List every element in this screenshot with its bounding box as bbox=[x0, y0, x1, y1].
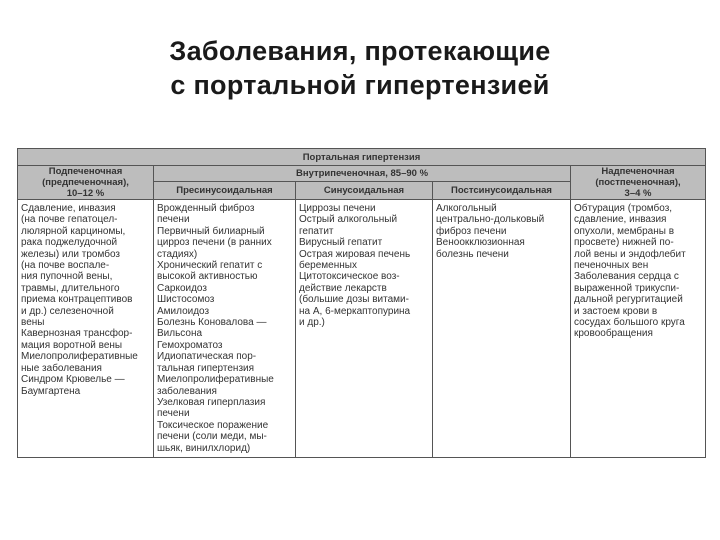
cell-line: стадиях) bbox=[157, 248, 198, 260]
cell-line: Цитотоксическое воз- bbox=[299, 271, 400, 283]
cell-line: Токсическое поражение bbox=[157, 419, 269, 431]
table-header-main: Портальная гипертензия bbox=[18, 149, 706, 166]
page-title-line-2: с портальной гипертензией bbox=[170, 70, 550, 100]
cell-line: беременных bbox=[299, 260, 357, 272]
cell-line: печени bbox=[157, 408, 190, 420]
header-prehepatic-line: 10–12 % bbox=[66, 188, 105, 199]
subheader-sinusoidal: Синусоидальная bbox=[296, 181, 433, 199]
cell-line: гепатит bbox=[299, 225, 334, 237]
cell-line: железы) или тромбоз bbox=[21, 248, 120, 260]
subheader-postsinusoidal: Постсинусоидальная bbox=[433, 181, 571, 199]
cell-line: высокой активностью bbox=[157, 271, 258, 283]
cell-line: люлярной карциномы, bbox=[21, 225, 126, 237]
cell-line: Острый алкогольный bbox=[299, 214, 398, 226]
cell-line: Гемохроматоз bbox=[157, 339, 223, 351]
cell-line: заболевания bbox=[157, 385, 217, 397]
cell-line: Миелопролиферативные bbox=[21, 351, 138, 363]
cell-line: и застоем крови в bbox=[574, 305, 658, 317]
cell-line: Вирусный гепатит bbox=[299, 237, 383, 249]
subheader-presinusoidal: Пресинусоидальная bbox=[154, 181, 296, 199]
cell-line: Обтурация (тромбоз, bbox=[574, 203, 673, 214]
cell-line: Острая жировая печень bbox=[299, 248, 411, 260]
cell-line: действие лекарств bbox=[299, 282, 387, 294]
cell-line: фиброз печени bbox=[436, 225, 507, 237]
cell-line: Вильсона bbox=[157, 328, 203, 340]
cell-line: Кавернозная трансфор- bbox=[21, 328, 133, 340]
cell-line: Миелопролиферативные bbox=[157, 374, 274, 386]
cell-line: травмы, длительного bbox=[21, 282, 120, 294]
cell-line: Хронический гепатит с bbox=[157, 260, 263, 272]
cell-line: цирроз печени (в ранних bbox=[157, 237, 272, 249]
cell-line: сдавление, инвазия bbox=[574, 214, 667, 226]
header-prehepatic-line: (предпеченочная), bbox=[42, 177, 129, 188]
cell-line: шьяк, винилхлорид) bbox=[157, 442, 251, 454]
page-title-line-1: Заболевания, протекающие bbox=[169, 36, 551, 66]
page-title bbox=[0, 34, 720, 102]
cell-line: Узелковая гиперплазия bbox=[157, 396, 266, 408]
header-posthepatic-line: (постпеченочная), bbox=[595, 177, 681, 188]
cell-line: Шистосомоз bbox=[157, 294, 215, 306]
cell-line: сосудах большого круга bbox=[574, 317, 685, 329]
header-posthepatic-line: Надпеченочная bbox=[601, 166, 675, 177]
cell-line: печени (соли меди, мы- bbox=[157, 431, 267, 443]
cell-line: опухоли, мембраны в bbox=[574, 225, 675, 237]
cell-line: тальная гипертензия bbox=[157, 362, 255, 374]
cell-line: Саркоидоз bbox=[157, 282, 207, 294]
cell-line: болезнь печени bbox=[436, 248, 509, 260]
cell-line: (большие дозы витами- bbox=[299, 294, 409, 306]
cell-line: Баумгартена bbox=[21, 385, 81, 397]
cell-line: Амилоидоз bbox=[157, 305, 210, 317]
cell-line: и др.) селезеночной bbox=[21, 305, 114, 317]
cell-line: ния пупочной вены, bbox=[21, 271, 113, 283]
header-prehepatic-line: Подпеченочная bbox=[48, 166, 123, 177]
cell-line: Заболевания сердца с bbox=[574, 271, 679, 283]
cell-line: и др.) bbox=[299, 317, 325, 329]
cell-line: рака поджелудочной bbox=[21, 237, 118, 249]
cell-posthepatic bbox=[571, 200, 706, 458]
cell-line: (на почве воспале- bbox=[21, 260, 110, 272]
cell-line: на А, 6-меркаптопурина bbox=[299, 305, 411, 317]
cell-line: Синдром Крювелье — bbox=[21, 374, 125, 386]
cell-line: печени bbox=[157, 214, 190, 226]
cell-line: вены bbox=[21, 317, 45, 329]
cell-presinusoidal bbox=[154, 200, 296, 458]
header-intrahepatic: Внутрипеченочная, 85–90 % bbox=[154, 166, 571, 182]
portal-hypertension-table bbox=[17, 148, 706, 458]
cell-line: ные заболевания bbox=[21, 362, 102, 374]
cell-line: (на почве гепатоцел- bbox=[21, 214, 118, 226]
cell-line: центрально-дольковый bbox=[436, 214, 545, 226]
cell-line: приема контрацептивов bbox=[21, 294, 133, 306]
cell-line: Первичный билиарный bbox=[157, 225, 265, 237]
cell-line: дальной регургитацией bbox=[574, 294, 683, 306]
cell-line: Циррозы печени bbox=[299, 203, 376, 214]
cell-line: печеночных вен bbox=[574, 260, 649, 272]
cell-prehepatic bbox=[18, 200, 154, 458]
cell-line: мация воротной вены bbox=[21, 339, 123, 351]
cell-line: Алкогольный bbox=[436, 203, 497, 214]
cell-line: кровообращения bbox=[574, 328, 653, 340]
cell-line: лой вены и эндофлебит bbox=[574, 248, 686, 260]
cell-line: Веноокклюзионная bbox=[436, 237, 525, 249]
cell-line: просвете) нижней по- bbox=[574, 237, 674, 249]
cell-line: Болезнь Коновалова — bbox=[157, 317, 267, 329]
cell-line: Врожденный фиброз bbox=[157, 203, 255, 214]
cell-line: Идиопатическая пор- bbox=[157, 351, 257, 363]
cell-line: Сдавление, инвазия bbox=[21, 203, 116, 214]
cell-sinusoidal bbox=[296, 200, 433, 458]
cell-postsinusoidal bbox=[433, 200, 571, 458]
header-posthepatic bbox=[571, 166, 706, 200]
header-posthepatic-line: 3–4 % bbox=[624, 188, 652, 199]
header-prehepatic bbox=[18, 166, 154, 200]
cell-line: выраженной трикуспи- bbox=[574, 282, 680, 294]
